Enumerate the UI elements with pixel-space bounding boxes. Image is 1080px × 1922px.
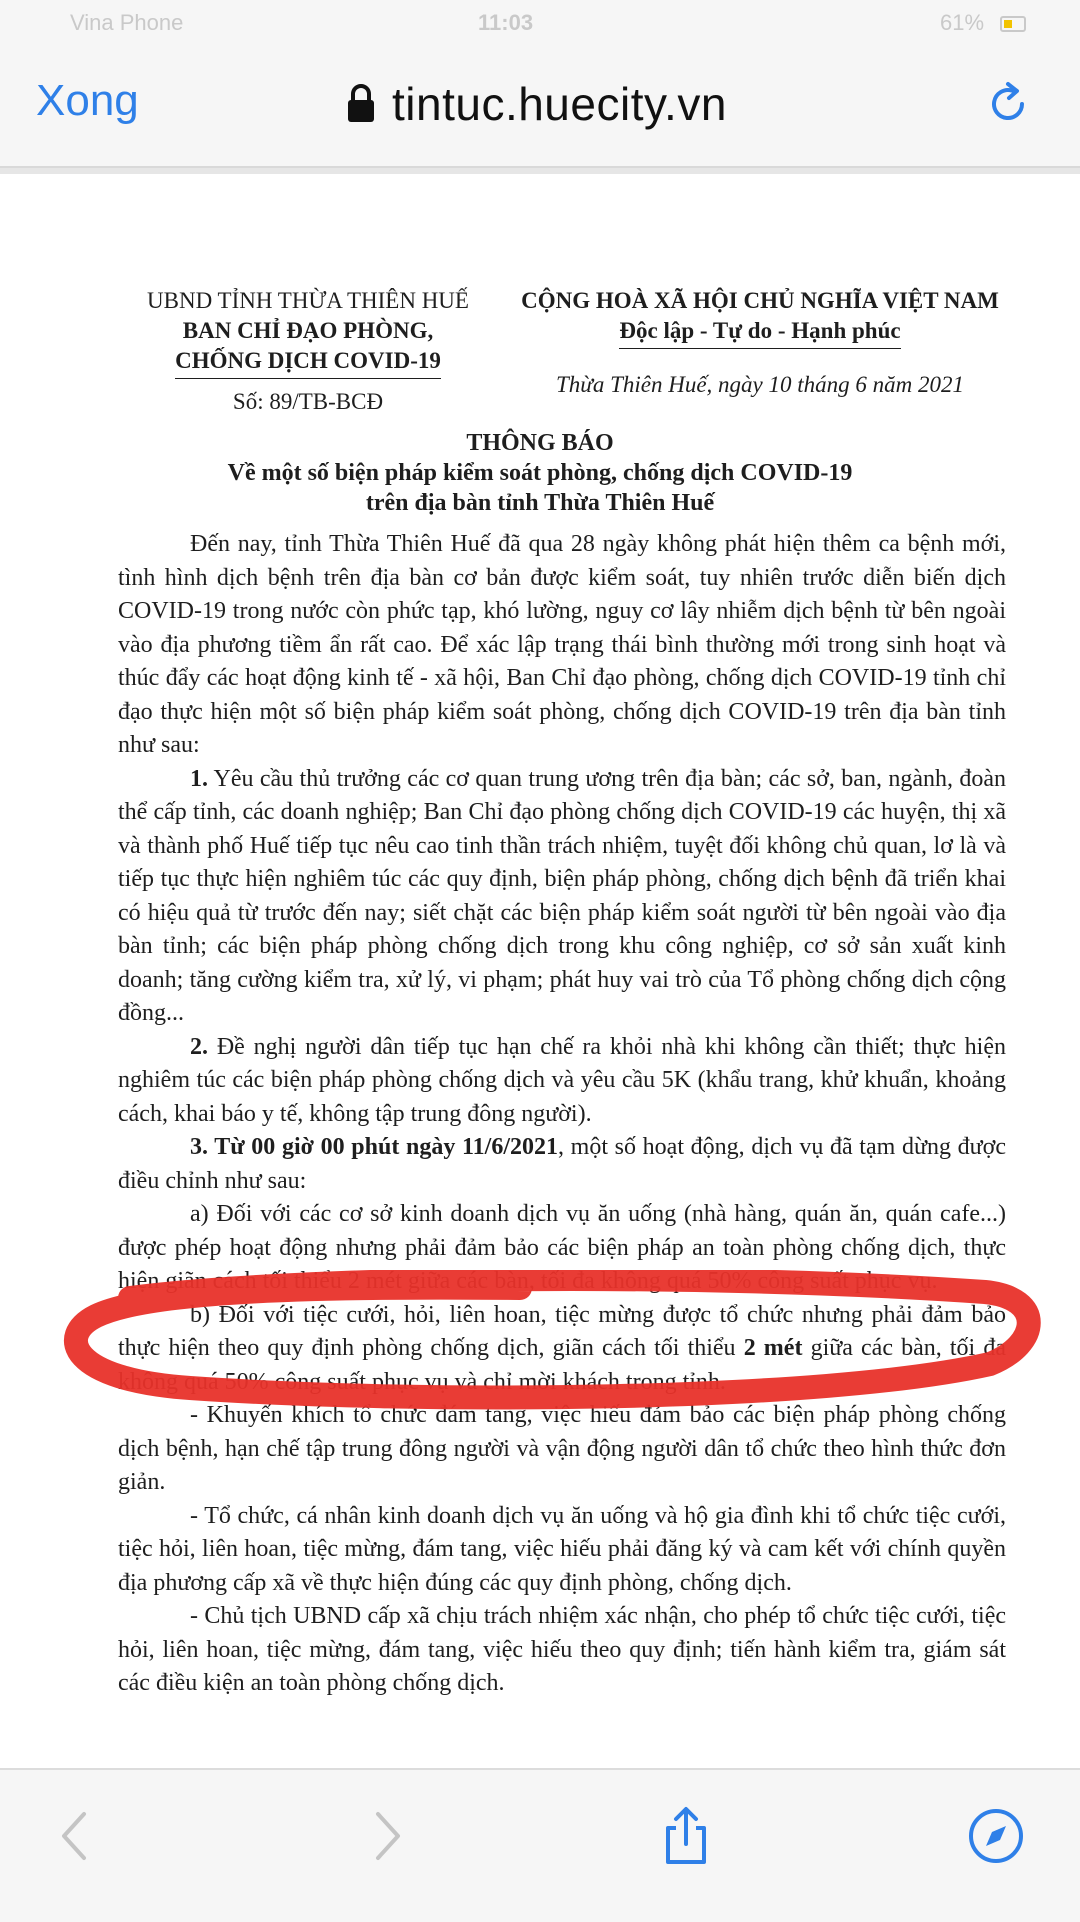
bullet-1: - Tổ chức, cá nhân kinh doanh dịch vụ ăn uống và hộ gia đình khi tổ chức tiệc cưới, tiệc hỏi, liên hoan, tiệc mừng, đám tang, việc hiếu phải đăng ký và cam kết với chính quyền địa phương cấp xã về thực hiện đúng các quy định phòng, chống dịch. (118, 1502, 1006, 1596)
national-header (510, 286, 1010, 349)
item-3-text: , một số hoạt động, dịch vụ đã tạm dừng được điều chỉnh như sau: (118, 1134, 1006, 1194)
url-text: tintuc.huecity.vn (392, 78, 727, 130)
item-3b-emphasis: 2 mét (743, 1335, 803, 1361)
notice-subtitle: trên địa bàn tỉnh Thừa Thiên Huế (365, 490, 715, 516)
browser-nav-bar (0, 50, 1080, 168)
item-1 (118, 763, 1006, 1031)
clock: 11:03 (478, 10, 534, 35)
reload-icon[interactable] (984, 80, 1032, 128)
done-button[interactable]: Xong (36, 76, 139, 125)
chevron-right-icon[interactable] (356, 1806, 416, 1866)
carrier-label: Vina Phone (70, 10, 184, 35)
document-body (118, 528, 1006, 1701)
notice-title-block (0, 428, 1080, 518)
document-number: Số: 89/TB-BCĐ (232, 389, 384, 414)
browser-toolbar (0, 1768, 1080, 1922)
item-3b (118, 1299, 1006, 1400)
issuer-line: CHỐNG DỊCH COVID-19 (175, 346, 441, 379)
item-2-text: Đề nghị người dân tiếp tục hạn chế ra khỏi nhà khi không cần thiết; thực hiện nghiêm túc các biện pháp phòng chống dịch và yêu cầu 5K (khẩu trang, khử khuẩn, khoảng cách, khai báo y tế, không tập trung đông người). (118, 1033, 1007, 1127)
item-3 (118, 1131, 1006, 1198)
chevron-left-icon[interactable] (46, 1806, 106, 1866)
compass-icon[interactable] (966, 1806, 1026, 1866)
item-3b-text: b) Đối với tiệc cưới, hỏi, liên hoan, tiệc mừng được tổ chức nhưng phải đảm bảo thực hiện theo quy định phòng chống dịch, giãn cách tối thiểu (118, 1301, 1006, 1361)
item-3b-continuation: - Khuyến khích tổ chức đám tang, việc hiếu đảm bảo các biện pháp phòng chống dịch bệnh, hạn chế tập trung đông người và vận động người dân tổ chức theo hình thức đơn giản. (118, 1402, 1006, 1495)
address-bar[interactable] (346, 76, 727, 132)
document-date: Thừa Thiên Huế, ngày 10 tháng 6 năm 2021 (555, 372, 964, 397)
battery-icon (1000, 16, 1026, 32)
lock-icon (346, 82, 376, 126)
national-title: CỘNG HOÀ XÃ HỘI CHỦ NGHĨA VIỆT NAM (521, 288, 999, 313)
document-page[interactable] (0, 168, 1080, 1774)
issuer-line: UBND TỈNH THỪA THIÊN HUẾ (147, 288, 469, 313)
item-2 (118, 1031, 1006, 1132)
item-number: 1. (190, 765, 208, 792)
bullet-2: - Chủ tịch UBND cấp xã chịu trách nhiệm xác nhận, cho phép tổ chức tiệc cưới, tiệc hỏi, liên hoan, tiệc mừng, đám tang, việc hiếu theo quy định; tiến hành kiểm tra, giám sát các điều kiện an toàn phòng chống dịch. (118, 1603, 1006, 1696)
issuer-line: BAN CHỈ ĐẠO PHÒNG, (182, 318, 434, 343)
issuer-header (128, 286, 488, 417)
share-icon[interactable] (656, 1806, 716, 1866)
status-bar (0, 0, 1080, 50)
item-number: 2. (190, 1033, 208, 1060)
item-3-heading: 3. Từ 00 giờ 00 phút ngày 11/6/2021 (190, 1134, 558, 1160)
notice-title: THÔNG BÁO (466, 430, 614, 456)
notice-subtitle: Về một số biện pháp kiểm soát phòng, chống dịch COVID-19 (227, 460, 853, 486)
battery-percent: 61% (940, 10, 985, 35)
item-3a: a) Đối với các cơ sở kinh doanh dịch vụ ăn uống (nhà hàng, quán ăn, quán cafe...) được phép hoạt động nhưng phải đảm bảo các biện pháp an toàn phòng chống dịch, thực hiện giãn cách tối thiểu 2 mét giữa các bàn, tối đa không quá 50% công suất phục vụ. (118, 1201, 1006, 1294)
item-1-text: Yêu cầu thủ trưởng các cơ quan trung ương trên địa bàn; các sở, ban, ngành, đoàn thể cấp tỉnh, các doanh nghiệp; Ban Chỉ đạo phòng chống dịch COVID-19 các huyện, thị xã và thành phố Huế tiếp tục nêu cao tinh thần trách nhiệm, tuyệt đối không chủ quan, lơ là và tiếp tục thực hiện nghiêm túc các quy định, biện pháp phòng, chống dịch bệnh đã triển khai có hiệu quả từ trước đến nay; siết chặt các biện pháp kiểm soát người từ bên ngoài vào địa bàn tỉnh; các biện pháp phòng chống dịch trong khu công nghiệp, cơ sở sản xuất kinh doanh; tăng cường kiểm tra, xử lý, vi phạm; phát huy vai trò của Tổ phòng chống dịch cộng đồng... (118, 765, 1006, 1026)
intro-paragraph: Đến nay, tỉnh Thừa Thiên Huế đã qua 28 ngày không phát hiện thêm ca bệnh mới, tình hình dịch bệnh trên địa bàn cơ bản được kiểm soát, tuy nhiên trước diễn biến dịch COVID-19 trong nước còn phức tạp, khó lường, nguy cơ lây nhiễm dịch bệnh từ bên ngoài vào địa phương tiềm ẩn rất cao. Để xác lập trạng thái bình thường mới trong sinh hoạt và thúc đẩy các hoạt động kinh tế - xã hội, Ban Chỉ đạo phòng, chống dịch COVID-19 tỉnh chỉ đạo thực hiện một số biện pháp kiểm soát phòng, chống dịch COVID-19 trên địa bàn tỉnh như sau: (118, 531, 1006, 758)
item-3b-text: giữa các bàn, tối đa không quá 50% công suất phục vụ và chỉ mời khách trong tỉnh. (118, 1335, 1006, 1395)
national-motto: Độc lập - Tự do - Hạnh phúc (619, 316, 900, 349)
